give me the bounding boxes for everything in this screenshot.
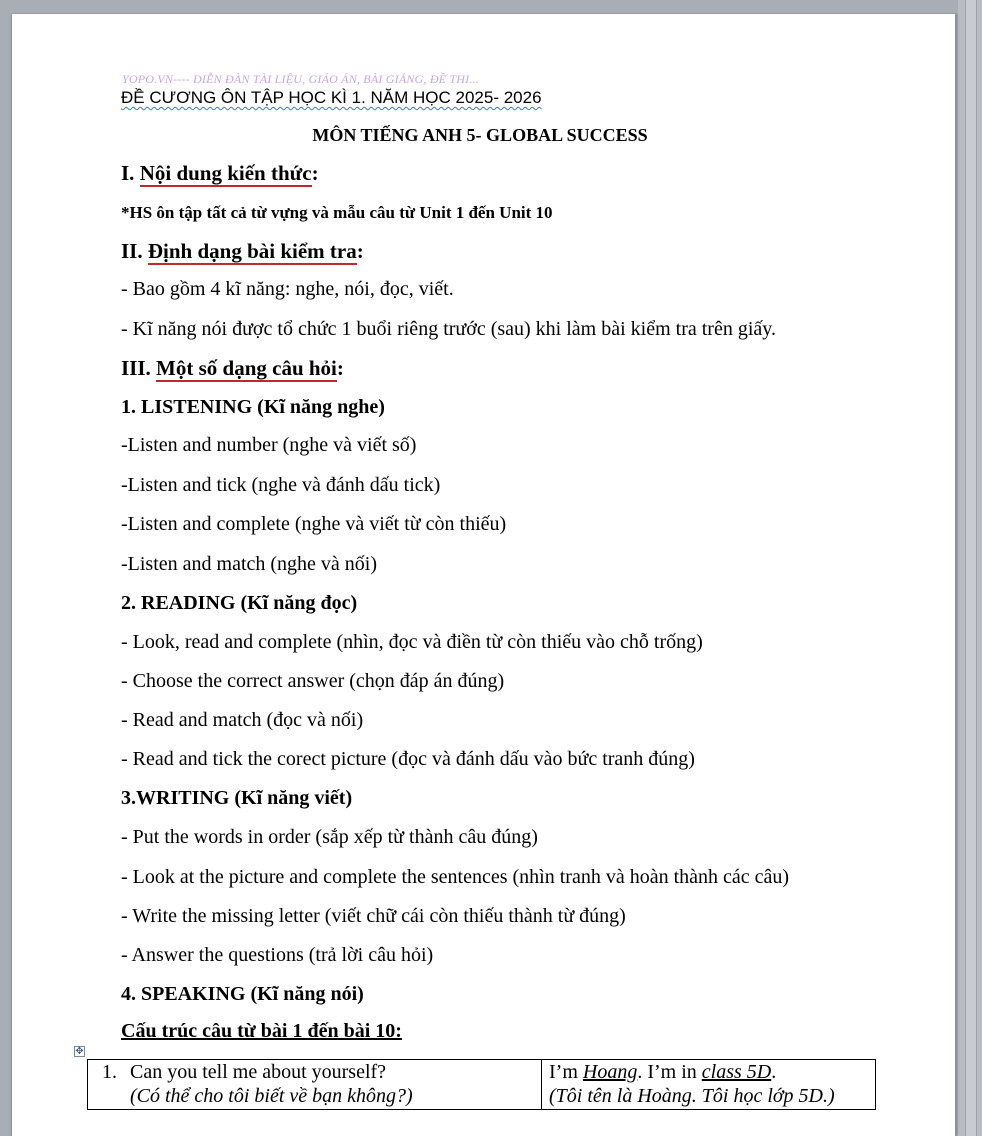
section-3-colon: : xyxy=(336,356,344,380)
writing-item: - Write the missing letter (viết chữ cái còn thiếu thành từ đúng) xyxy=(121,905,626,927)
vertical-scrollbar[interactable] xyxy=(958,0,982,1136)
structure-title-text: Cấu trúc câu từ bài 1 đến bài 10: xyxy=(121,1020,402,1042)
subject-title: MÔN TIẾNG ANH 5- GLOBAL SUCCESS xyxy=(312,125,648,145)
section-2-title: Định dạng bài kiểm tra xyxy=(147,239,357,263)
writing-title: 3.WRITING (Kĩ năng viết) xyxy=(121,787,353,809)
answer-part: . xyxy=(771,1061,777,1083)
listening-title: 1. LISTENING (Kĩ năng nghe) xyxy=(121,396,385,418)
listening-item: -Listen and number (nghe và viết số) xyxy=(121,434,417,456)
row-number: 1. xyxy=(102,1061,117,1083)
writing-item: - Put the words in order (sắp xếp từ thành câu đúng) xyxy=(121,826,538,848)
answer-translation: (Tôi tên là Hoàng. Tôi học lớp 5D.) xyxy=(549,1085,835,1107)
speaking-title: 4. SPEAKING (Kĩ năng nói) xyxy=(121,983,364,1005)
answer-class: class 5D xyxy=(701,1061,772,1083)
reading-item: - Read and match (đọc và nối) xyxy=(121,709,364,731)
answer-part: I’m xyxy=(549,1061,583,1083)
section-2-number: II. xyxy=(121,239,148,263)
section-2-colon: : xyxy=(356,239,364,263)
section-1-title: Nội dung kiến thức xyxy=(139,161,312,185)
section-1-note: *HS ôn tập tất cả từ vựng và mẫu câu từ Unit 1 đến Unit 10 xyxy=(121,203,553,222)
section-1-heading xyxy=(121,161,319,186)
section-1-colon: : xyxy=(311,161,319,185)
section-3-number: III. xyxy=(121,356,157,380)
answer-part: . I’m in xyxy=(637,1061,702,1083)
question-translation: (Có thể cho tôi biết về bạn không?) xyxy=(130,1085,413,1107)
table-column-divider xyxy=(541,1060,542,1109)
question-text: Can you tell me about yourself? xyxy=(130,1061,387,1083)
section-2-item: - Kĩ năng nói được tổ chức 1 buổi riêng trước (sau) khi làm bài kiểm tra trên giấy. xyxy=(121,318,776,340)
reading-title: 2. READING (Kĩ năng đọc) xyxy=(121,592,358,614)
watermark-text: YOPO.VN---- DIỄN ĐÀN TÀI LIỆU, GIÁO ÁN, BÀI GIẢNG, ĐỀ THI... xyxy=(122,72,479,86)
answer-text xyxy=(549,1061,776,1084)
section-3-title: Một số dạng câu hỏi xyxy=(156,356,337,380)
structure-title xyxy=(121,1020,402,1043)
section-3-heading xyxy=(121,356,344,381)
table-move-handle-icon[interactable]: ✥ xyxy=(75,1046,84,1057)
reading-item: - Look, read and complete (nhìn, đọc và điền từ còn thiếu vào chỗ trống) xyxy=(121,631,703,653)
answer-name: Hoang xyxy=(582,1061,638,1083)
section-1-number: I. xyxy=(121,161,140,185)
document-header: ĐỀ CƯƠNG ÔN TẬP HỌC KÌ 1. NĂM HỌC 2025- 2026 xyxy=(121,88,542,107)
writing-item: - Look at the picture and complete the sentences (nhìn tranh và hoàn thành các câu) xyxy=(121,866,790,888)
writing-item: - Answer the questions (trả lời câu hỏi) xyxy=(121,944,434,966)
scrollbar-track[interactable] xyxy=(965,0,977,1136)
speaking-table xyxy=(87,1059,876,1110)
section-2-heading xyxy=(121,239,364,264)
reading-item: - Read and tick the corect picture (đọc và đánh dấu vào bức tranh đúng) xyxy=(121,748,695,770)
section-2-item: - Bao gồm 4 kĩ năng: nghe, nói, đọc, viết. xyxy=(121,278,454,300)
listening-item: -Listen and match (nghe và nối) xyxy=(121,553,378,575)
listening-item: -Listen and complete (nghe và viết từ còn thiếu) xyxy=(121,513,507,535)
listening-item: -Listen and tick (nghe và đánh dấu tick) xyxy=(121,474,441,496)
window-corner xyxy=(0,0,11,14)
reading-item: - Choose the correct answer (chọn đáp án đúng) xyxy=(121,670,505,692)
